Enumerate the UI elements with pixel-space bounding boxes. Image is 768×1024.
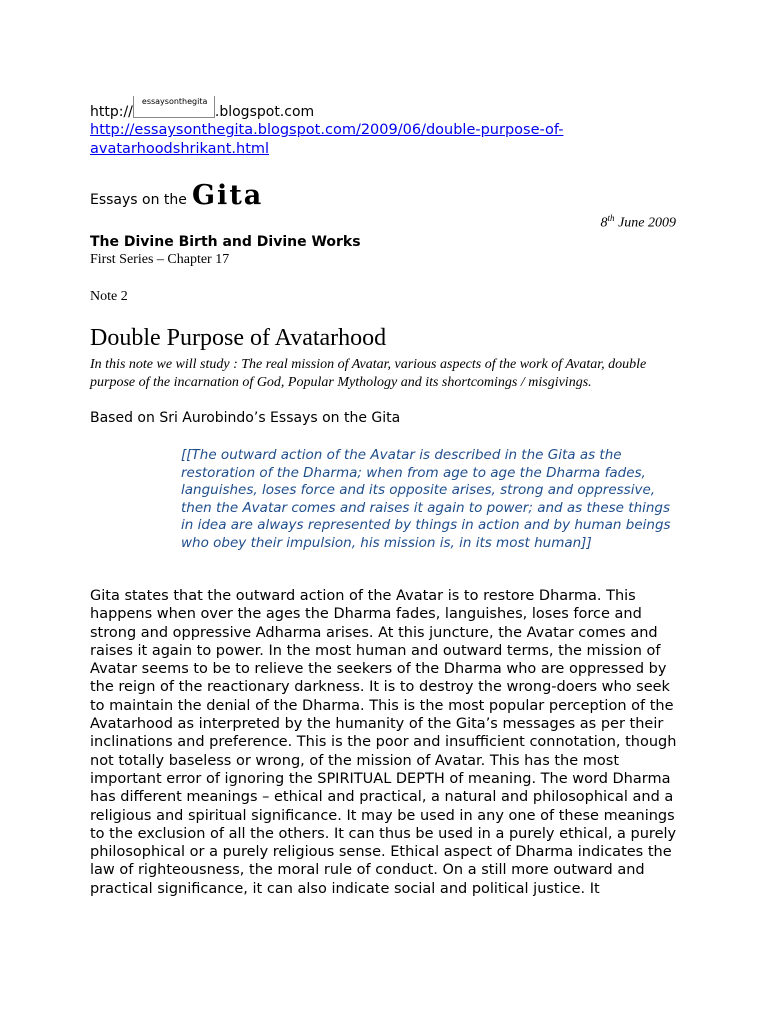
series-title-main: Gita — [192, 180, 264, 211]
series-chapter: First Series – Chapter 17 — [90, 252, 230, 267]
blog-logo-image — [133, 96, 215, 118]
study-summary: In this note we will study : The real mission of Avatar, various aspects of the work of Avatar, double purpose of the incarnation of God, Popular Mythology and its shortcomings / misgivings. — [90, 357, 647, 390]
series-title-prefix: Essays on the — [90, 192, 187, 208]
url-suffix: .blogspot.com — [214, 104, 315, 120]
url-prefix: http:// — [90, 104, 133, 120]
article-link[interactable] — [90, 121, 690, 159]
date-day: 8 — [600, 215, 608, 231]
article-link-line-1[interactable]: http://essaysonthegita.blogspot.com/2009/06/double-purpose-of- — [90, 122, 564, 138]
post-date — [601, 213, 676, 232]
date-rest: June 2009 — [614, 215, 676, 231]
date-suffix: th — [607, 213, 615, 223]
series-title — [90, 180, 263, 211]
note-number: Note 2 — [90, 289, 128, 304]
blog-url-line — [90, 97, 315, 122]
blog-logo-text: essaysonthegita — [141, 97, 208, 106]
body-paragraph: Gita states that the outward action of the Avatar is to restore Dharma. This happens when over the ages the Dharma fades, languishes, loses force and strong and oppressive Adharma arises. At this juncture, the Avatar comes and raises it again to power. In the most human and outward terms, the mission of Avatar seems to be to relieve the seekers of the Dharma who are oppressed by the reign of the reactionary darkness. It is to destroy the wrong-doers who seek to maintain the denial of the Dharma. This is the most popular perception of the Avatarhood as interpreted by the humanity of the Gita’s messages as per their inclinations and preference. This is the poor and insufficient connotation, though not totally baseless or wrong, of the mission of Avatar. This has the most important error of ignoring the SPIRITUAL DEPTH of meaning. The word Dharma has different meanings – ethical and practical, a natural and philosophical and a religious and spiritual significance. It may be used in any one of these meanings to the exclusion of all the others. It can thus be used in a purely ethical, a purely philosophical or a purely religious sense. Ethical aspect of Dharma indicates the law of righteousness, the moral rule of conduct. On a still more outward and practical significance, it can also indicate social and political justice. It — [90, 588, 677, 897]
quotation: [[The outward action of the Avatar is described in the Gita as the restoration of the Dharma; when from age to age the Dharma fades, languishes, loses force and its opposite arises, strong and oppressive, then the Avatar comes and raises it again to power; and as these things in idea are always represented by things in action and by human beings who obey their impulsion, his mission is, in its most human]] — [181, 447, 671, 551]
page-title: Double Purpose of Avatarhood — [90, 325, 387, 351]
source-attribution: Based on Sri Aurobindo’s Essays on the Gita — [90, 410, 401, 426]
chapter-heading: The Divine Birth and Divine Works — [90, 234, 361, 250]
article-link-line-2[interactable]: avatarhoodshrikant.html — [90, 141, 270, 157]
